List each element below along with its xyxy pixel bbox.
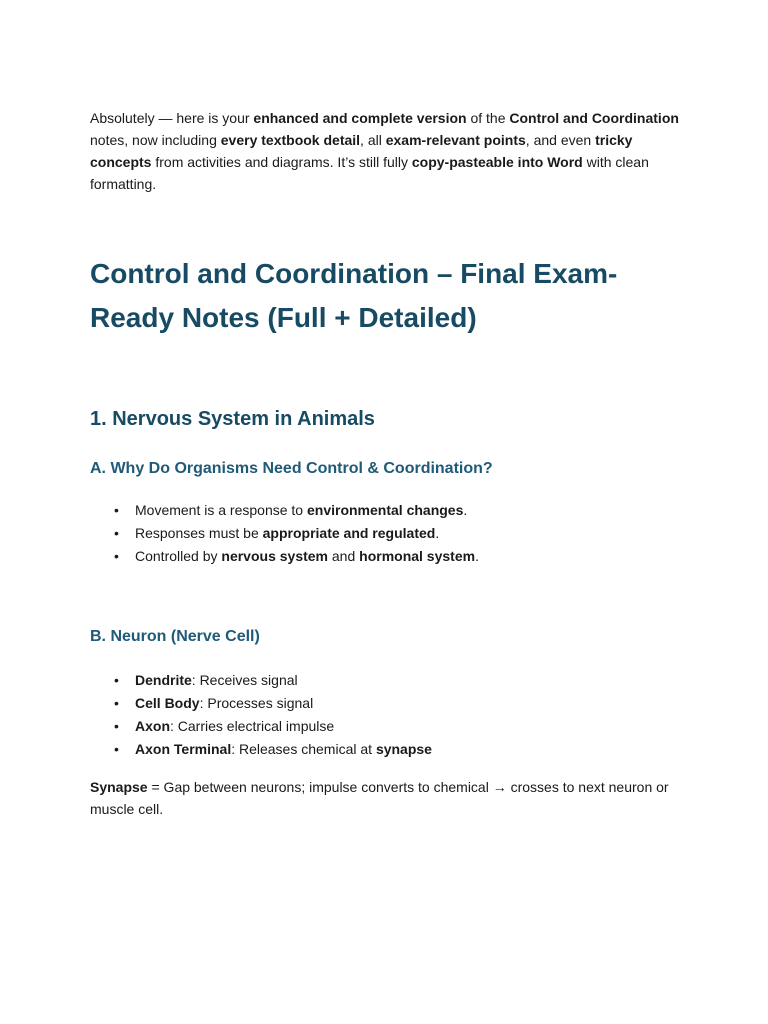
item-bold: appropriate and regulated	[262, 525, 436, 541]
subheading-why-control: A. Why Do Organisms Need Control & Coordination?	[90, 460, 493, 477]
synapse-paragraph	[90, 776, 680, 820]
intro-text: , all	[360, 132, 386, 148]
bullet-icon: •	[114, 502, 119, 518]
intro-bold: tricky concepts	[90, 132, 633, 170]
list-item	[90, 715, 432, 738]
bullet-icon: •	[114, 741, 119, 757]
item-bold: hormonal system	[359, 548, 476, 564]
bullet-icon: •	[114, 718, 119, 734]
intro-bold: exam-relevant points	[385, 132, 526, 148]
bullet-icon: •	[114, 525, 119, 541]
item-text: .	[435, 525, 440, 541]
list-item	[90, 545, 479, 568]
item-text: : Releases chemical at	[231, 741, 376, 757]
intro-text: , and even	[525, 132, 596, 148]
item-bold: synapse	[375, 741, 432, 757]
intro-bold: every textbook detail	[220, 132, 361, 148]
item-text: .	[463, 502, 468, 518]
item-text: : Carries electrical impulse	[170, 718, 335, 734]
list-item	[90, 669, 432, 692]
list-item	[90, 692, 432, 715]
why-control-list	[90, 499, 479, 568]
neuron-list	[90, 669, 432, 761]
bullet-icon: •	[114, 672, 119, 688]
item-text: : Processes signal	[199, 695, 314, 711]
intro-text: Absolutely — here is your	[90, 110, 254, 126]
intro-bold: copy-pasteable into Word	[411, 154, 583, 170]
subheading-neuron: B. Neuron (Nerve Cell)	[90, 628, 260, 645]
list-item	[90, 499, 479, 522]
list-item	[90, 738, 432, 761]
synapse-term: Synapse	[90, 779, 148, 795]
item-text: Movement is a response to	[135, 502, 307, 518]
bullet-icon: •	[114, 548, 119, 564]
bullet-icon: •	[114, 695, 119, 711]
item-bold: environmental changes	[306, 502, 464, 518]
intro-paragraph	[90, 107, 680, 195]
intro-text: notes, now including	[90, 132, 221, 148]
item-bold: Axon Terminal	[135, 741, 232, 757]
intro-bold: enhanced and complete version	[253, 110, 467, 126]
intro-text: from activities and diagrams. It’s still fully	[151, 154, 412, 170]
section-heading-nervous-system: 1. Nervous System in Animals	[90, 408, 375, 430]
item-bold: Axon	[135, 718, 170, 734]
item-text: Responses must be	[135, 525, 263, 541]
item-bold: Dendrite	[135, 672, 192, 688]
intro-bold: Control and Coordination	[509, 110, 679, 126]
item-text: and	[328, 548, 360, 564]
item-text: : Receives signal	[191, 672, 298, 688]
intro-text: of the	[466, 110, 510, 126]
synapse-definition: = Gap between neurons; impulse converts to chemical → crosses to next neuron or muscle cell.	[90, 779, 669, 817]
item-bold: Cell Body	[135, 695, 200, 711]
page-title: Control and Coordination – Final Exam-Ready Notes (Full + Detailed)	[90, 258, 618, 333]
item-bold: nervous system	[221, 548, 328, 564]
item-text: Controlled by	[135, 548, 222, 564]
item-text: .	[475, 548, 479, 564]
list-item	[90, 522, 479, 545]
intro-text: with clean formatting.	[90, 154, 649, 192]
